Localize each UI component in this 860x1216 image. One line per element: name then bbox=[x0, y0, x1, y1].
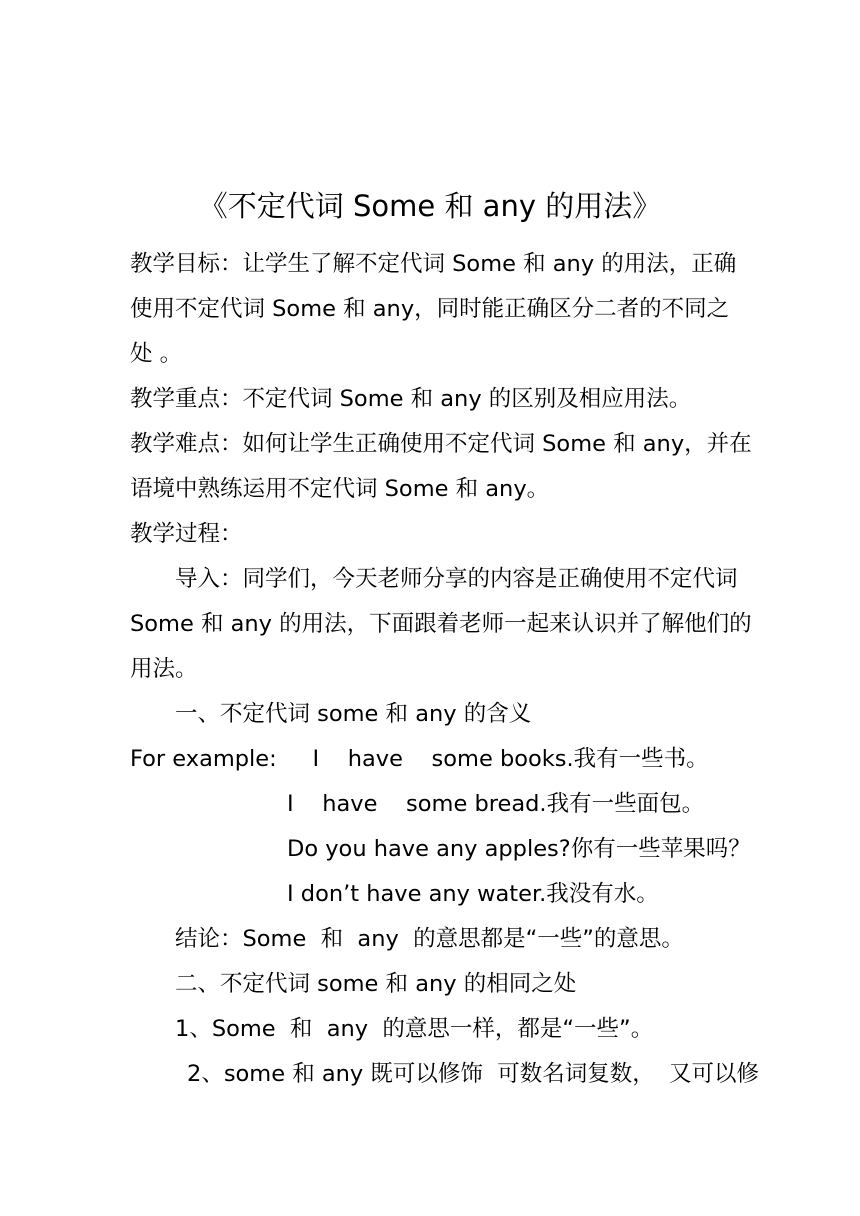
intro-line-3: 用法。 bbox=[130, 656, 198, 682]
teaching-focus: 教学重点：不定代词 Some 和 any 的区别及相应用法。 bbox=[130, 386, 692, 412]
point-2-line: 2、some 和 any 既可以修饰 可数名词复数， 又可以修 bbox=[187, 1061, 759, 1087]
teaching-goal-line-3: 处 。 bbox=[130, 341, 183, 367]
conclusion-line: 结论：Some 和 any 的意思都是“一些”的意思。 bbox=[175, 926, 684, 952]
intro-line-1: 导入：同学们，今天老师分享的内容是正确使用不定代词 bbox=[175, 566, 738, 592]
example-line-4: I don’t have any water.我没有水。 bbox=[287, 881, 659, 907]
teaching-goal-line-2: 使用不定代词 Some 和 any，同时能正确区分二者的不同之 bbox=[130, 296, 730, 322]
point-1-line: 1、Some 和 any 的意思一样，都是“一些”。 bbox=[175, 1016, 654, 1042]
document-title: 《不定代词 Some 和 any 的用法》 bbox=[198, 189, 662, 223]
example-line-1: For example: I have some books.我有一些书。 bbox=[130, 746, 709, 772]
teaching-process-heading: 教学过程： bbox=[130, 521, 243, 547]
example-line-2: I have some bread.我有一些面包。 bbox=[287, 791, 705, 817]
teaching-difficulty-line-2: 语境中熟练运用不定代词 Some 和 any。 bbox=[130, 476, 550, 502]
intro-line-2: Some 和 any 的用法，下面跟着老师一起来认识并了解他们的 bbox=[130, 611, 752, 637]
teaching-goal-line-1: 教学目标：让学生了解不定代词 Some 和 any 的用法，正确 bbox=[130, 251, 737, 277]
example-line-3: Do you have any apples?你有一些苹果吗？ bbox=[287, 836, 751, 862]
section-1-heading: 一、不定代词 some 和 any 的含义 bbox=[175, 701, 532, 727]
section-2-heading: 二、不定代词 some 和 any 的相同之处 bbox=[175, 971, 577, 997]
teaching-difficulty-line-1: 教学难点：如何让学生正确使用不定代词 Some 和 any，并在 bbox=[130, 431, 752, 457]
